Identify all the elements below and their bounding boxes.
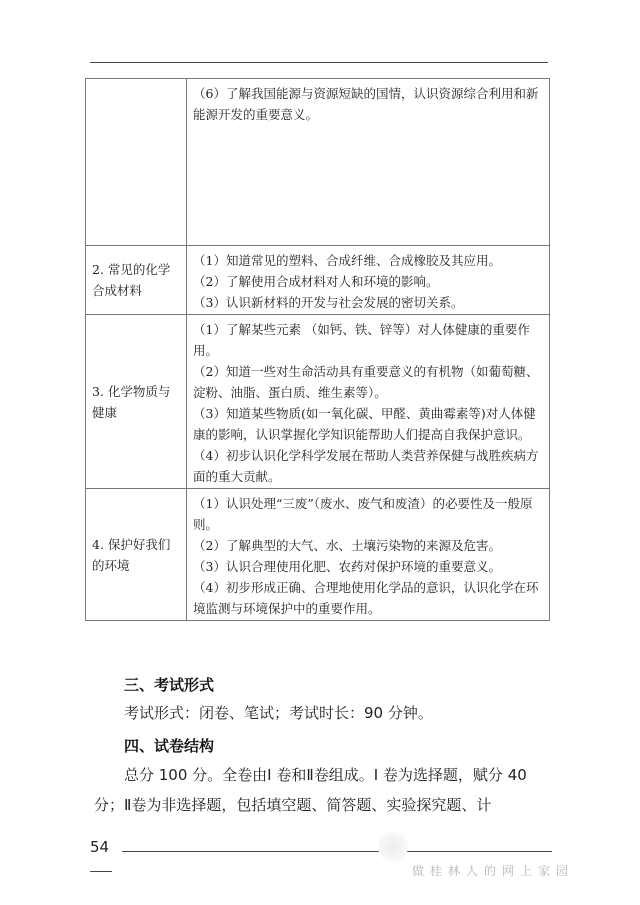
content-item: （2）了解使用合成材料对人和环境的影响。: [193, 274, 439, 289]
curriculum-table: [85, 78, 550, 621]
topic-label: 3. 化学物质与: [92, 383, 171, 399]
exam-form-text: 考试形式：闭卷、笔试；考试时长：90 分钟。: [124, 704, 433, 722]
footer-rule: [122, 851, 552, 852]
table-row: [86, 315, 550, 489]
content-cell: [187, 79, 550, 246]
content-item: （2）知道一些对生命活动具有重要意义的有机物（如葡萄糖、淀粉、油脂、蛋白质、维生素等）。: [193, 364, 539, 400]
header-rule: [90, 62, 548, 63]
content-item: （1）了解某些元素 （如钙、铁、锌等）对人体健康的重要作用。: [193, 322, 530, 358]
page-number: 54: [90, 838, 110, 856]
watermark-logo-icon: [378, 832, 408, 862]
topic-label: 2. 常见的化学: [92, 262, 171, 277]
content-item: （1）认识处理“三废”（废水、废气和废渣）的必要性及一般原则。: [193, 496, 533, 532]
content-item: （6）了解我国能源与资源短缺的国情，认识资源综合利用和新能源开发的重要意义。: [193, 86, 539, 122]
structure-heading: 四、试卷结构: [124, 737, 215, 755]
content-item: （2）了解典型的大气、水、土壤污染物的来源及危害。: [193, 538, 501, 553]
topic-label: 健康: [92, 404, 118, 420]
table-row: [86, 246, 550, 315]
footer-short-rule: [90, 871, 112, 872]
table-row: [86, 489, 550, 621]
topic-cell: [86, 246, 187, 315]
watermark-text: 做桂林人的网上家园: [412, 864, 575, 878]
topic-cell: [86, 315, 187, 489]
table-row: [86, 79, 550, 246]
topic-cell: [86, 489, 187, 621]
content-item: （3）认识合理使用化肥、农药对保护环境的重要意义。: [193, 559, 501, 574]
topic-label: 4. 保护好我们: [92, 536, 171, 552]
content-item: （4）初步认识化学科学发展在帮助人类营养保健与战胜疾病方面的重大贡献。: [193, 448, 539, 484]
content-cell: [187, 315, 550, 489]
content-cell: [187, 489, 550, 621]
content-item: （4）初步形成正确、合理地使用化学品的意识，认识化学在环境监测与环境保护中的重要作用。: [193, 580, 539, 616]
exam-form-heading: 三、考试形式: [124, 676, 215, 694]
structure-text: 总分 100 分。全卷由Ⅰ 卷和Ⅱ卷组成。Ⅰ 卷为选择题，赋分 40 分；Ⅱ卷为非选择题，包括填空题、简答题、实验探究题、计: [94, 766, 527, 814]
topic-label: 的环境: [92, 557, 130, 573]
content-item: （3）认识新材料的开发与社会发展的密切关系。: [193, 295, 464, 310]
topic-label: 合成材料: [92, 283, 143, 298]
content-cell: [187, 246, 550, 315]
content-item: （1）知道常见的塑料、合成纤维、合成橡胶及其应用。: [193, 253, 501, 268]
topic-cell: [86, 79, 187, 246]
content-item: （3）知道某些物质(如一氧化碳、甲醛、黄曲霉素等)对人体健康的影响，认识掌握化学知识能帮助人们提高自我保护意识。: [193, 406, 536, 442]
